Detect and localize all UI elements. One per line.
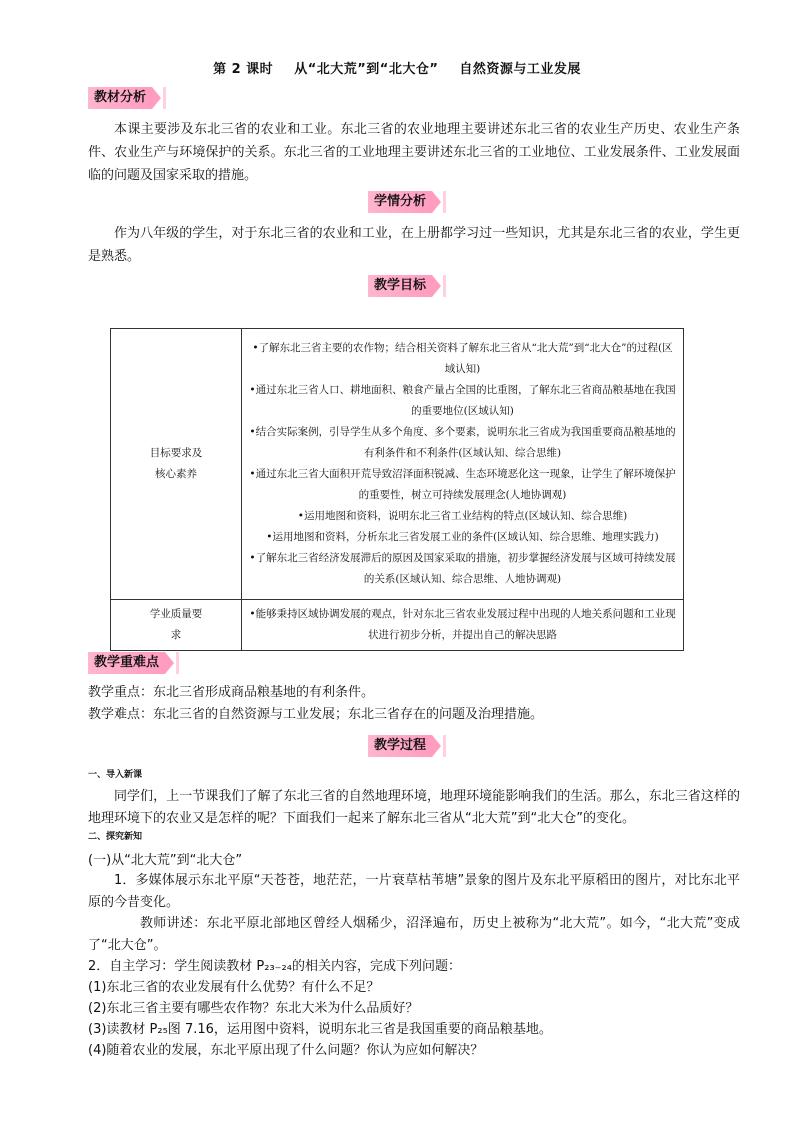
list-item: •结合实际案例，引导学生从多个角度、多个要素，说明东北三省成为我国重要商品粮基地的有利条件和不利条件(区域认知、综合思维) bbox=[249, 426, 676, 459]
table-row bbox=[111, 600, 684, 651]
quality-item bbox=[242, 600, 684, 651]
list-item: •了解东北三省经济发展滞后的原因及国家采取的措施，初步掌握经济发展与区域可持续发展的关系(区域认知、综合思维、人地协调观) bbox=[249, 552, 676, 585]
list-item: •通过东北三省大面积开荒导致沼泽面积锐减、生态环境恶化这一现象，让学生了解环境保护的重要性，树立可持续发展理念(人地协调观) bbox=[249, 468, 676, 501]
process-heading-1: 一、导入新课 bbox=[88, 770, 143, 780]
quality-label: 学业质量要求 bbox=[149, 608, 203, 641]
question-4: (4)随着农业的发展，东北平原出现了什么问题？你认为应如何解决？ bbox=[88, 1043, 484, 1058]
process-heading-2: 二、探究新知 bbox=[88, 832, 143, 842]
difficult-point: 教学难点：东北三省的自然资源与工业发展；东北三省存在的问题及治理措施。 bbox=[88, 707, 544, 722]
section-header-process: 教学过程 bbox=[368, 735, 446, 757]
list-item: •能够秉持区域协调发展的观点，针对东北三省农业发展过程中出现的人地关系问题和工业现状进行初步分析，并提出自己的解决思路 bbox=[249, 608, 676, 641]
lesson-title bbox=[0, 58, 794, 77]
question-2: (2)东北三省主要有哪些农作物？东北大米为什么品质好？ bbox=[88, 1001, 419, 1016]
teacher-narration: 教师讲述：东北平原北部地区曾经人烟稀少，沼泽遍布，历史上被称为“北大荒”。如今，“北大荒”变成了“北大仓”。 bbox=[88, 916, 740, 953]
lesson-number: 第 2 课时 bbox=[213, 62, 274, 77]
goal-label: 目标要求及核心素养 bbox=[149, 447, 203, 480]
step-2: 2．自主学习：学生阅读教材 P₂₃₋₂₄的相关内容，完成下列问题： bbox=[88, 959, 461, 974]
question-1: (1)东北三省的农业发展有什么优势？有什么不足？ bbox=[88, 980, 380, 995]
list-item: •了解东北三省主要的农作物；结合相关资料了解东北三省从“北大荒”到“北大仓”的过程(区域认知) bbox=[252, 342, 673, 375]
table-row bbox=[111, 329, 684, 600]
key-point: 教学重点：东北三省形成商品粮基地的有利条件。 bbox=[88, 685, 375, 700]
section-header-goals: 教学目标 bbox=[368, 275, 446, 297]
process-intro-text: 同学们，上一节课我们了解了东北三省的自然地理环境，地理环境能影响我们的生活。那么，东北三省这样的地理环境下的农业又是怎样的呢？下面我们一起来了解东北三省从“北大荒”到“北大仓”的变化。 bbox=[88, 789, 740, 826]
learner-text: 作为八年级的学生，对于东北三省的农业和工业，在上册都学习过一些知识，尤其是东北三省的农业，学生更是熟悉。 bbox=[88, 226, 740, 264]
analysis-text: 本课主要涉及东北三省的农业和工业。东北三省的农业地理主要讲述东北三省的农业生产历史、农业生产条件、农业生产与环境保护的关系。东北三省的工业地理主要讲述东北三省的工业地位、工业发展条件、工业发展面临的问题及国家采取的措施。 bbox=[88, 122, 740, 183]
list-item: •运用地图和资料，说明东北三省工业结构的特点(区域认知、综合思维) bbox=[297, 510, 628, 522]
lesson-topic: 从“北大荒”到“北大仓” bbox=[294, 62, 439, 77]
question-3: (3)读教材 P₂₅图 7.16，运用图中资料，说明东北三省是我国重要的商品粮基地。 bbox=[88, 1022, 552, 1037]
list-item: •通过东北三省人口、耕地面积、粮食产量占全国的比重图，了解东北三省商品粮基地在我国的重要地位(区域认知) bbox=[249, 384, 676, 417]
step-1: 1．多媒体展示东北平原“天苍苍，地茫茫，一片衰草枯苇塘”景象的图片及东北平原稻田的图片，对比东北平原的今昔变化。 bbox=[88, 873, 740, 910]
goal-items bbox=[242, 329, 684, 600]
subsection-title: (一)从“北大荒”到“北大仓” bbox=[88, 853, 243, 868]
lesson-subtopic: 自然资源与工业发展 bbox=[459, 62, 581, 77]
section-header-keypoints: 教学重难点 bbox=[88, 652, 179, 674]
list-item: •运用地图和资料，分析东北三省发展工业的条件(区域认知、综合思维、地理实践力) bbox=[266, 531, 659, 543]
section-header-analysis: 教材分析 bbox=[88, 87, 166, 109]
section-header-learner: 学情分析 bbox=[368, 191, 446, 213]
goal-table bbox=[110, 328, 684, 651]
